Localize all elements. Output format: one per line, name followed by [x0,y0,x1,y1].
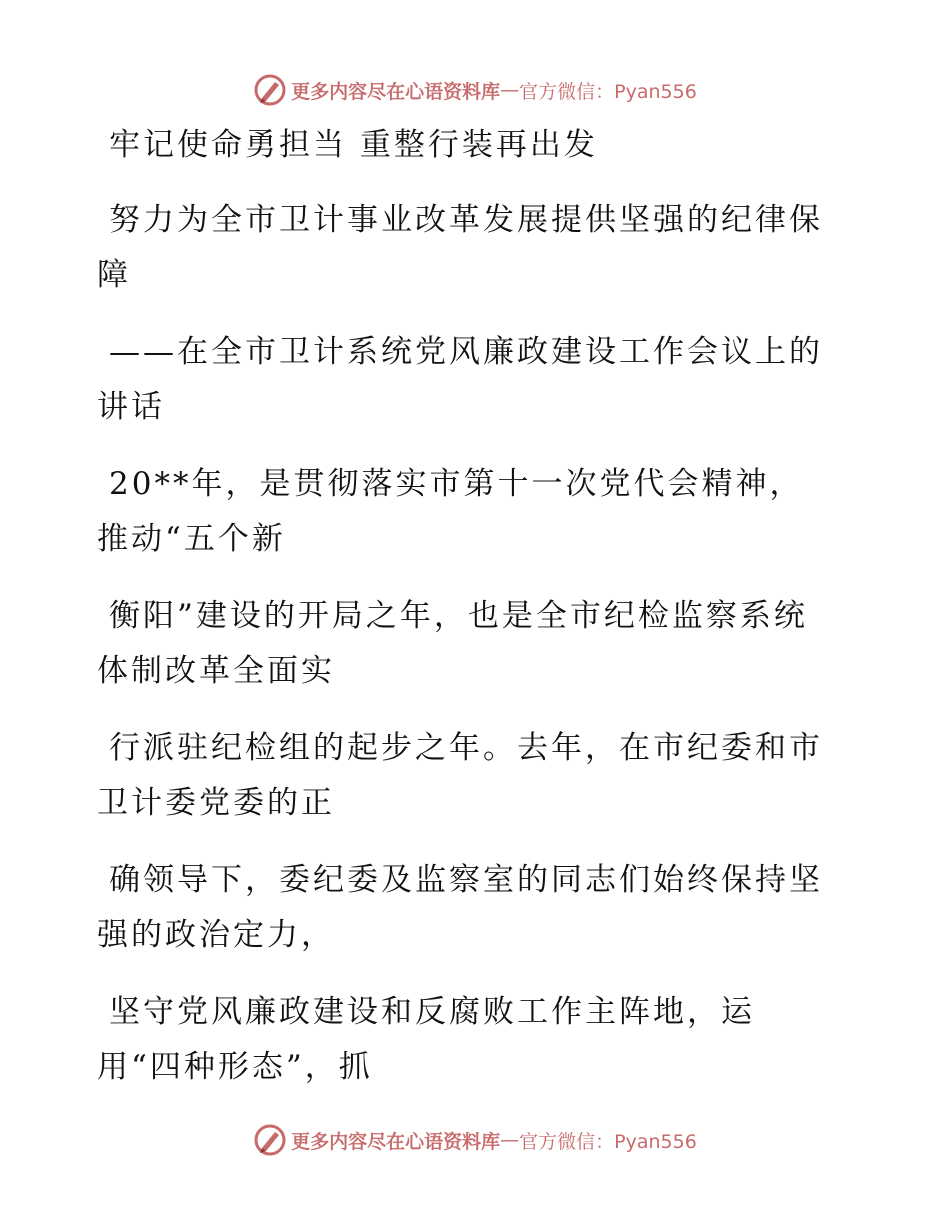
watermark-separator: — [500,79,520,101]
watermark-wechat: 官方微信：Pyan556 [519,1130,697,1153]
document-body [97,118,837,1117]
pen-in-circle-logo [253,1123,287,1157]
document-subtitle: 努力为全市卫计事业改革发展提供坚强的纪律保障 [97,202,823,293]
header-watermark [0,70,950,110]
pen-in-circle-logo [253,73,287,107]
footer-watermark [0,1120,950,1160]
body-paragraph: 20**年，是贯彻落实市第十一次党代会精神，推动“五个新 [97,466,804,557]
body-paragraph: 确领导下，委纪委及监察室的同志们始终保持坚强的政治定力， [97,862,823,953]
watermark-text: 更多内容尽在心语资料库 [291,80,501,103]
body-paragraph: 行派驻纪检组的起步之年。去年，在市纪委和市卫计委党委的正 [97,730,823,821]
document-title: 牢记使命勇担当 重整行装再出发 [109,127,598,163]
document-subheading: ——在全市卫计系统党风廉政建设工作会议上的讲话 [97,334,823,425]
watermark-text: 更多内容尽在心语资料库 [291,1130,501,1153]
body-paragraph: 坚守党风廉政建设和反腐败工作主阵地，运用“四种形态”，抓 [97,994,755,1085]
watermark-wechat: 官方微信：Pyan556 [519,80,697,103]
body-paragraph: 衡阳”建设的开局之年，也是全市纪检监察系统体制改革全面实 [97,598,808,689]
watermark-separator: — [500,1129,520,1151]
